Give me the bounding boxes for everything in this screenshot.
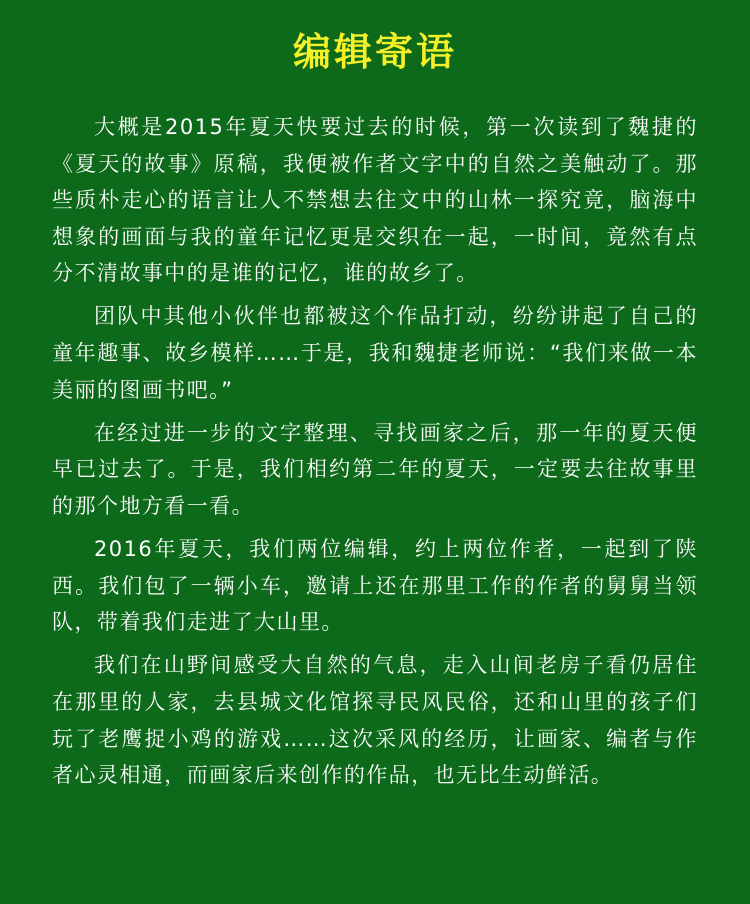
page-title: 编辑寄语 [292, 30, 457, 74]
body-text [52, 109, 698, 794]
paragraph-5: 我们在山野间感受大自然的气息，走入山间老房子看仍居住在那里的人家，去县城文化馆探寻民风民俗，还和山里的孩子们玩了老鹰捉小鸡的游戏……这次采风的经历，让画家、编者与作者心灵相通，而画家后来创作的作品，也无比生动鲜活。 [52, 653, 698, 788]
paragraph-4: 2016年夏天，我们两位编辑，约上两位作者，一起到了陕西。我们包了一辆小车，邀请上还在那里工作的作者的舅舅当领队，带着我们走进了大山里。 [52, 537, 698, 635]
paragraph-2: 团队中其他小伙伴也都被这个作品打动，纷纷讲起了自己的童年趣事、故乡模样……于是，我和魏捷老师说：“我们来做一本美丽的图画书吧。” [52, 304, 698, 402]
paragraph-3: 在经过进一步的文字整理、寻找画家之后，那一年的夏天便早已过去了。于是，我们相约第二年的夏天，一定要去往故事里的那个地方看一看。 [52, 420, 698, 518]
paragraph-1: 大概是2015年夏天快要过去的时候，第一次读到了魏捷的《夏天的故事》原稿，我便被作者文字中的自然之美触动了。那些质朴走心的语言让人不禁想去往文中的山林一探究竟，脑海中想象的画面与我的童年记忆更是交织在一起，一时间，竟然有点分不清故事中的是谁的记忆，谁的故乡了。 [52, 115, 698, 286]
